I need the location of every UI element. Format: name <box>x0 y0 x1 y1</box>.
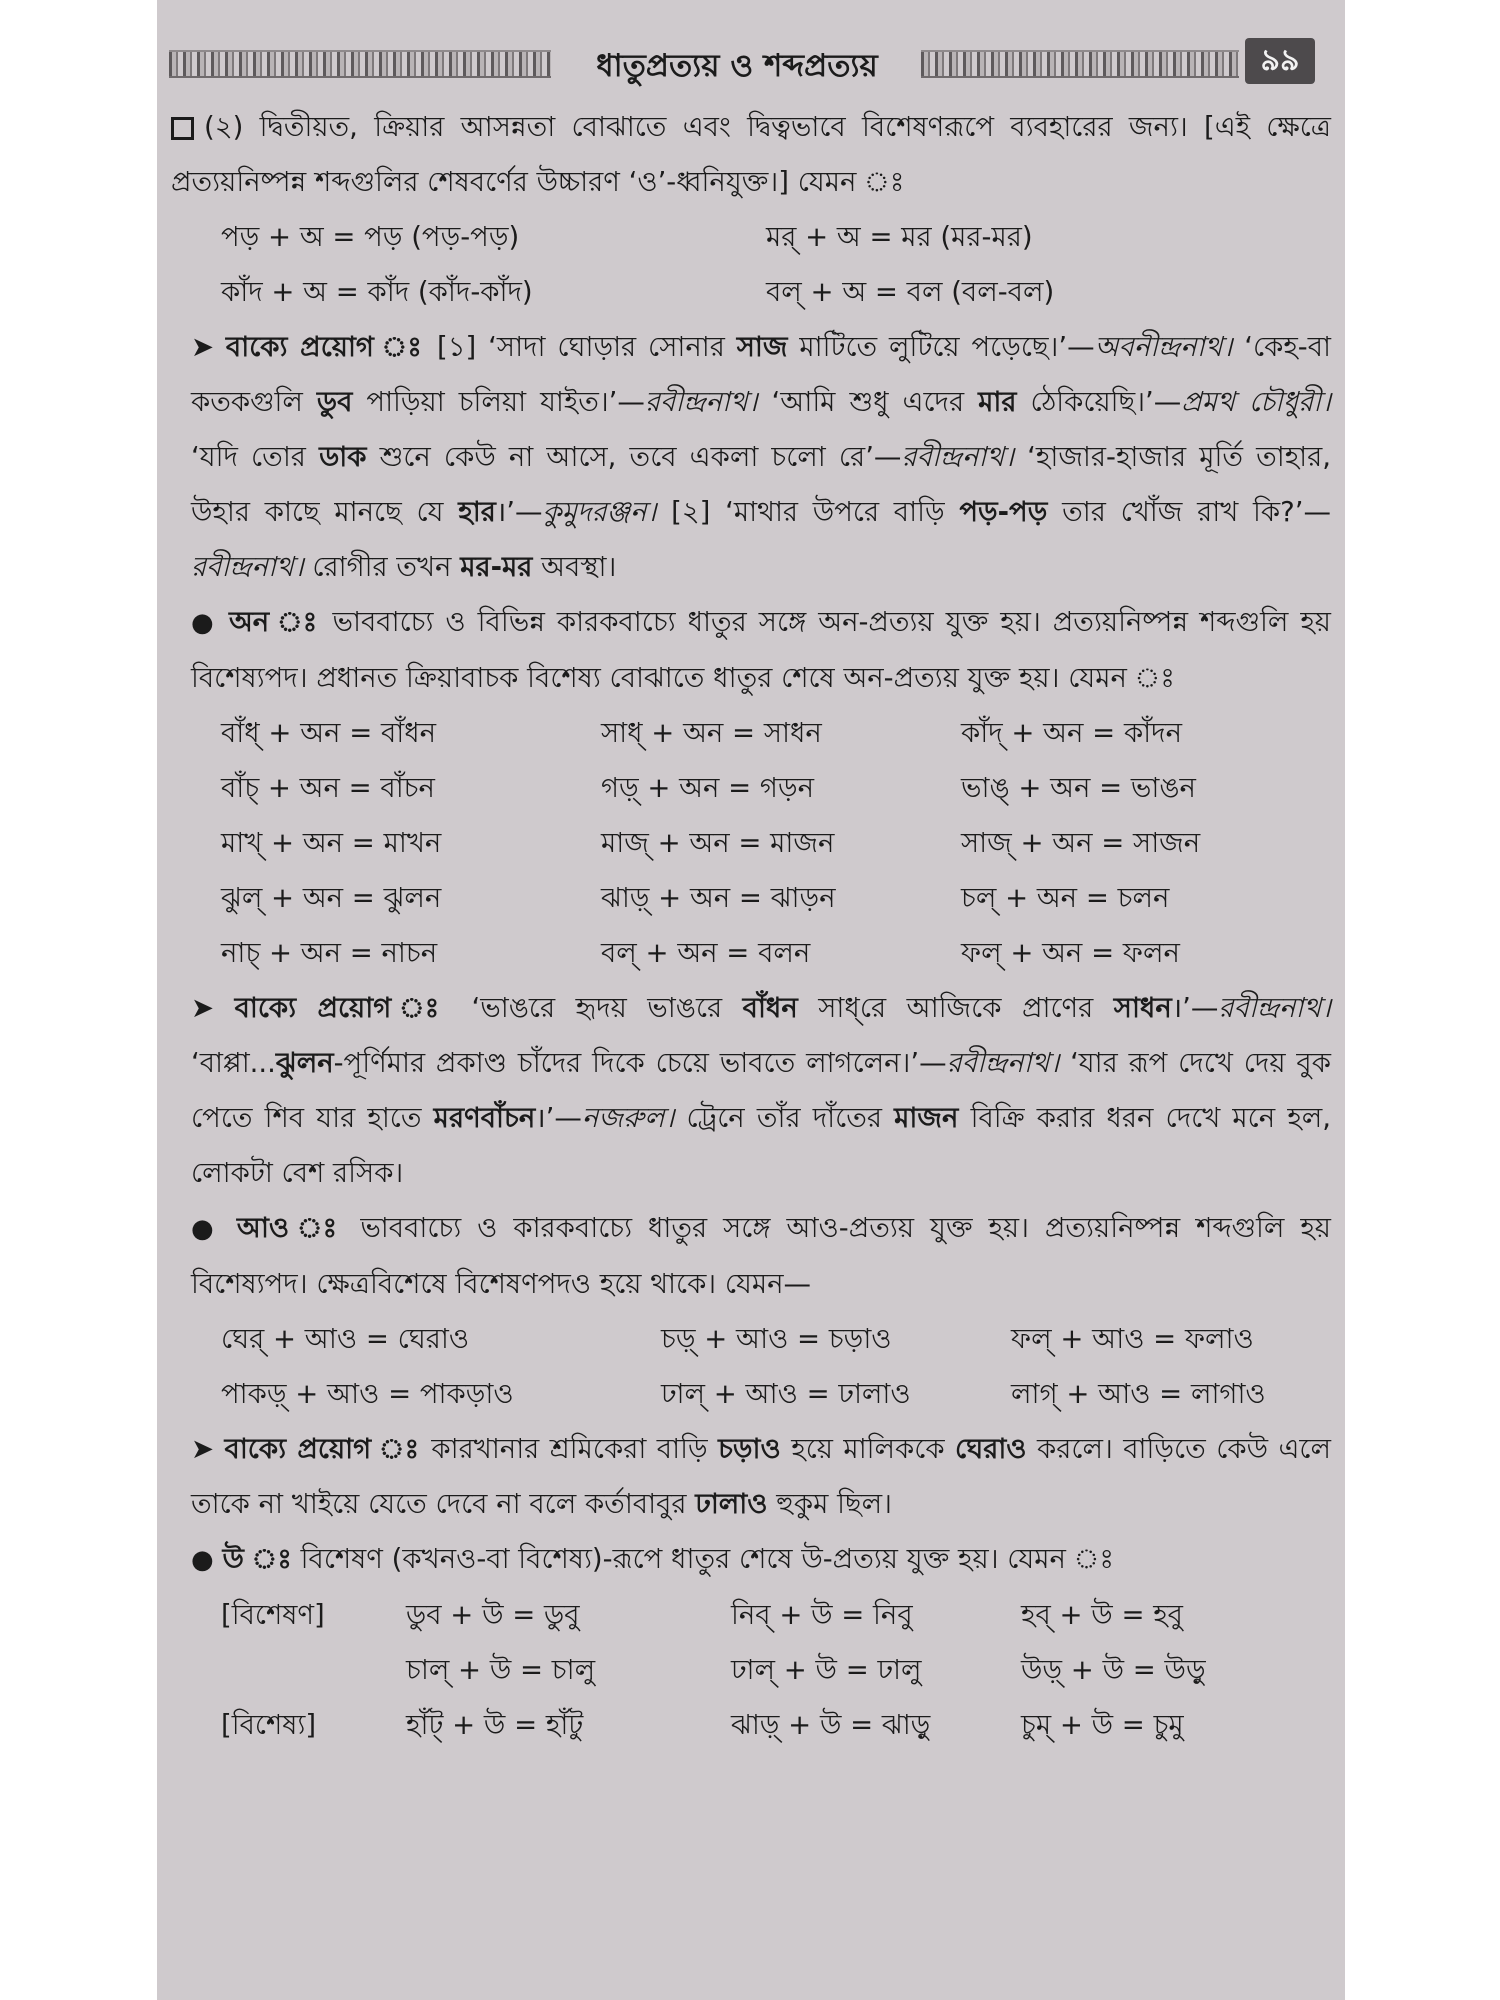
aao-section: ● আও ঃ ভাববাচ্যে ও কারকবাচ্যে ধাতুর সঙ্গে আও-প্রত্যয় যুক্ত হয়। প্রত্যয়নিষ্পন্ন শব্দগুলি হয় বিশেষ্যপদ। ক্ষেত্রবিশেষে বিশেষণপদও হয়ে থাকে। যেমন— <box>191 1212 1331 1300</box>
example-item: চাল্ + উ = চালু <box>406 1654 596 1686</box>
example-item: ঢাল্ + উ = ঢালু <box>731 1654 922 1686</box>
category-label: [বিশেষ্য] <box>221 1709 317 1741</box>
page-title: ধাতুপ্রত্যয় ও শব্দপ্রত্যয় <box>596 48 878 84</box>
checkbox-square-icon <box>171 117 194 140</box>
example-item: উড়্ + উ = উড়ু <box>1021 1654 1206 1686</box>
example-row <box>171 706 1331 761</box>
example-item: সাজ্ + অন = সাজন <box>961 827 1201 859</box>
example-item: গড়্ + অন = গড়ন <box>601 772 815 804</box>
example-row <box>171 1367 1331 1422</box>
usage-label: বাক্যে প্রয়োগ ঃ <box>224 1433 421 1465</box>
section-heading: উ ঃ <box>222 1543 292 1575</box>
section-heading: অন ঃ <box>228 606 321 638</box>
example-item: কাঁদ্ + অন = কাঁদন <box>961 717 1183 749</box>
example-item: চড়্ + আও = চড়াও <box>661 1323 892 1355</box>
example-item: ঢাল্ + আও = ঢালাও <box>661 1378 911 1410</box>
usage-paragraph-2: ➤ বাক্যে প্রয়োগ ঃ ‘ভাঙরে হৃদয় ভাঙরে বাঁধন সাধ্‌রে আজিকে প্রাণের সাধন।’—রবীন্দ্রনাথ। ‘বাপ্পা...ঝুলন-পূর্ণিমার প্রকাণ্ড চাঁদের দিকে চেয়ে ভাবতে লাগলেন।’—রবীন্দ্রনাথ। ‘যার রূপ দেখে দেয় বুক পেতে শিব যার হাতে মরণবাঁচন।’—নজরুল। ট্রেনে তাঁর দাঁতের মাজন বিক্রি করার ধরন দেখে মনে হল, লোকটা বেশ রসিক। <box>191 992 1331 1189</box>
example-row <box>171 1312 1331 1367</box>
example-item: ঝাড়্ + উ = ঝাড়ু <box>731 1709 931 1741</box>
example-item: নাচ্ + অন = নাচন <box>221 937 438 969</box>
example-row <box>171 761 1331 816</box>
example-item: মর্ + অ = মর (মর-মর) <box>766 221 1033 253</box>
page-content <box>171 100 1331 1753</box>
category-label: [বিশেষণ] <box>221 1599 325 1631</box>
ana-section: ● অন ঃ ভাববাচ্যে ও বিভিন্ন কারকবাচ্যে ধাতুর সঙ্গে অন-প্রত্যয় যুক্ত হয়। প্রত্যয়নিষ্পন্ন শব্দগুলি হয় বিশেষ্যপদ। প্রধানত ক্রিয়াবাচক বিশেষ্য বোঝাতে ধাতুর শেষে অন-প্রত্যয় যুক্ত হয়। যেমন ঃ <box>191 606 1332 694</box>
bullet-icon: ● <box>191 1214 221 1244</box>
example-row <box>171 871 1331 926</box>
example-row <box>171 265 1331 320</box>
example-item: কাঁদ + অ = কাঁদ (কাঁদ-কাঁদ) <box>221 276 533 308</box>
example-row <box>171 926 1331 981</box>
header-ornament-right <box>921 50 1239 78</box>
arrow-marker-icon: ➤ <box>191 1433 215 1465</box>
example-item: ভাঙ্ + অন = ভাঙন <box>961 772 1196 804</box>
example-item: ডুব + উ = ডুবু <box>406 1599 580 1631</box>
arrow-marker-icon: ➤ <box>191 331 215 363</box>
page-number: ৯৯ <box>1245 38 1315 84</box>
usage-label: বাক্যে প্রয়োগ ঃ <box>225 331 426 363</box>
example-item: বাঁধ্ + অন = বাঁধন <box>221 717 437 749</box>
example-item: পাকড়্ + আও = পাকড়াও <box>221 1378 514 1410</box>
example-item: বাঁচ্ + অন = বাঁচন <box>221 772 435 804</box>
usage-label: বাক্যে প্রয়োগ ঃ <box>234 992 452 1024</box>
usage-paragraph-3: ➤ বাক্যে প্রয়োগ ঃ কারখানার শ্রমিকেরা বাড়ি চড়াও হয়ে মালিককে ঘেরাও করলে। বাড়িতে কেউ এলে তাকে না খাইয়ে যেতে দেবে না বলে কর্তাবাবুর ঢালাও হুকুম ছিল। <box>191 1433 1331 1520</box>
example-item: মাখ্ + অন = মাখন <box>221 827 442 859</box>
example-item: নিব্ + উ = নিবু <box>731 1599 913 1631</box>
example-item: হব্ + উ = হবু <box>1021 1599 1183 1631</box>
bullet-icon: ● <box>191 608 217 638</box>
example-row <box>171 1698 1331 1753</box>
example-item: হাঁট্ + উ = হাঁটু <box>406 1709 584 1741</box>
example-row <box>171 1588 1331 1643</box>
example-item: বল্ + অ = বল (বল-বল) <box>766 276 1055 308</box>
example-item: ফল্ + অন = ফলন <box>961 937 1180 969</box>
book-page <box>157 0 1345 2000</box>
example-item: পড় + অ = পড় (পড়-পড়) <box>221 221 520 253</box>
u-section: ● উ ঃ বিশেষণ (কখনও-বা বিশেষ্য)-রূপে ধাতুর শেষে উ-প্রত্যয় যুক্ত হয়। যেমন ঃ <box>191 1543 1114 1575</box>
example-item: সাধ্ + অন = সাধন <box>601 717 822 749</box>
example-item: চল্ + অন = চলন <box>961 882 1170 914</box>
header-ornament-left <box>169 50 551 78</box>
example-item: লাগ্ + আও = লাগাও <box>1011 1378 1266 1410</box>
arrow-marker-icon: ➤ <box>191 992 215 1024</box>
usage-paragraph-1: ➤ বাক্যে প্রয়োগ ঃ [১] ‘সাদা ঘোড়ার সোনার সাজ মাটিতে লুটিয়ে পড়েছে।’—অবনীন্দ্রনাথ। ‘কেহ-বা কতকগুলি ডুব পাড়িয়া চলিয়া যাইত।’—রবীন্দ্রনাথ। ‘আমি শুধু এদের মার ঠেকিয়েছি।’—প্রমথ চৌধুরী। ‘যদি তোর ডাক শুনে কেউ না আসে, তবে একলা চলো রে’—রবীন্দ্রনাথ। ‘হাজার-হাজার মূর্তি তাহার, উহার কাছে মানছে যে হার।’—কুমুদরঞ্জন। [২] ‘মাথার উপরে বাড়ি পড়-পড় তার খোঁজ রাখ কি?’—রবীন্দ্রনাথ। রোগীর তখন মর-মর অবস্থা। <box>191 331 1331 583</box>
example-item: ফল্ + আও = ফলাও <box>1011 1323 1254 1355</box>
example-row <box>171 210 1331 265</box>
example-item: মাজ্ + অন = মাজন <box>601 827 835 859</box>
example-item: চুম্ + উ = চুমু <box>1021 1709 1184 1741</box>
example-row <box>171 816 1331 871</box>
bullet-icon: ● <box>191 1545 214 1575</box>
example-item: ঘের্ + আও = ঘেরাও <box>221 1323 470 1355</box>
page-header <box>169 36 1333 90</box>
example-item: ঝুল্ + অন = ঝুলন <box>221 882 442 914</box>
example-item: বল্ + অন = বলন <box>601 937 811 969</box>
section-2-intro: (২) দ্বিতীয়ত, ক্রিয়ার আসন্নতা বোঝাতে এবং দ্বিত্বভাবে বিশেষণরূপে ব্যবহারের জন্য। [এই ক্ষেত্রে প্রত্যয়নিষ্পন্ন শব্দগুলির শেষবর্ণের উচ্চারণ ‘ও’-ধ্বনিযুক্ত।] যেমন ঃ <box>171 111 1331 198</box>
example-item: ঝাড়্ + অন = ঝাড়ন <box>601 882 836 914</box>
section-heading: আও ঃ <box>236 1212 345 1244</box>
example-row <box>171 1643 1331 1698</box>
